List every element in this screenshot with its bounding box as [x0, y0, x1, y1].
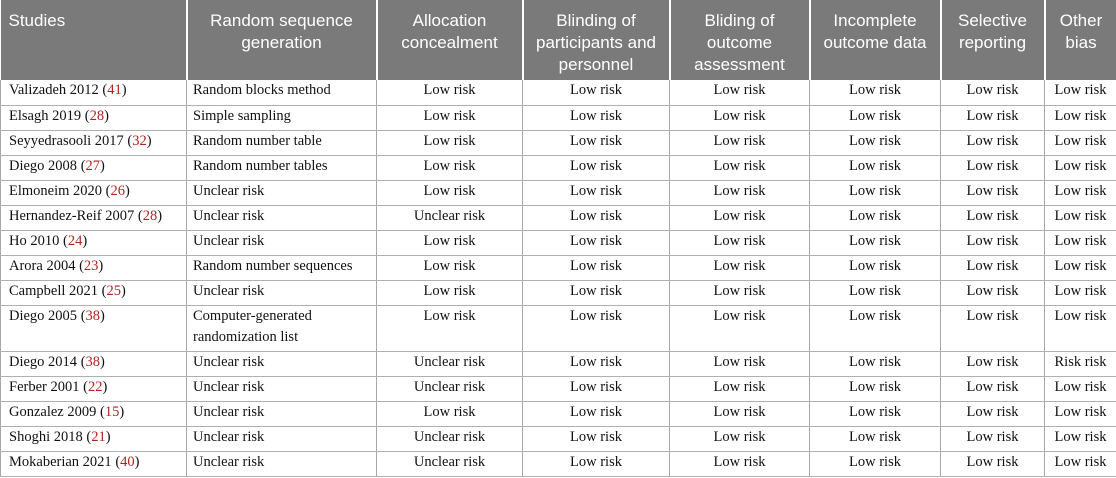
random-sequence-cell: Simple sampling [187, 105, 377, 130]
study-cell: Elsagh 2019 (28) [1, 105, 187, 130]
reference-link[interactable]: 40 [120, 453, 135, 470]
header-other-bias: Other bias [1045, 0, 1116, 80]
incomplete-data-cell: Low risk [810, 426, 941, 451]
incomplete-data-cell: Low risk [810, 376, 941, 401]
table-row [1, 280, 1116, 305]
random-sequence-cell: Unclear risk [187, 426, 377, 451]
random-sequence-cell: Unclear risk [187, 230, 377, 255]
reference-link[interactable]: 28 [142, 207, 158, 224]
incomplete-data-cell: Low risk [810, 305, 941, 351]
incomplete-data-cell: Low risk [810, 255, 941, 280]
random-sequence-cell: Random number table [187, 130, 377, 155]
study-cell: Seyyedrasooli 2017 (32) [1, 130, 187, 155]
incomplete-data-cell: Low risk [810, 280, 941, 305]
other-bias-cell: Low risk [1045, 205, 1116, 230]
table-row [1, 451, 1116, 476]
random-sequence-cell: Random blocks method [187, 80, 377, 105]
incomplete-data-cell: Low risk [810, 155, 941, 180]
table-row [1, 351, 1116, 376]
blinding-outcome-cell: Low risk [670, 130, 810, 155]
blinding-outcome-cell: Low risk [670, 205, 810, 230]
allocation-cell: Low risk [377, 280, 523, 305]
table-row [1, 230, 1116, 255]
incomplete-data-cell: Low risk [810, 130, 941, 155]
random-sequence-cell: Unclear risk [187, 280, 377, 305]
other-bias-cell: Low risk [1045, 180, 1116, 205]
selective-reporting-cell: Low risk [941, 155, 1045, 180]
blinding-outcome-cell: Low risk [670, 426, 810, 451]
selective-reporting-cell: Low risk [941, 105, 1045, 130]
blinding-participants-cell: Low risk [523, 351, 670, 376]
other-bias-cell: Risk risk [1045, 351, 1116, 376]
blinding-outcome-cell: Low risk [670, 255, 810, 280]
allocation-cell: Low risk [377, 130, 523, 155]
table-row [1, 305, 1116, 351]
reference-link[interactable]: 25 [106, 282, 121, 299]
incomplete-data-cell: Low risk [810, 351, 941, 376]
study-name: Shoghi 2018 [9, 428, 83, 445]
blinding-outcome-cell: Low risk [670, 305, 810, 351]
reference-link[interactable]: 41 [107, 82, 122, 98]
blinding-participants-cell: Low risk [523, 401, 670, 426]
allocation-cell: Low risk [377, 80, 523, 105]
study-cell: Gonzalez 2009 (15) [1, 401, 187, 426]
selective-reporting-cell: Low risk [941, 230, 1045, 255]
random-sequence-cell: Unclear risk [187, 180, 377, 205]
blinding-outcome-cell: Low risk [670, 401, 810, 426]
random-sequence-cell: Unclear risk [187, 451, 377, 476]
allocation-cell: Unclear risk [377, 451, 523, 476]
study-cell: Elmoneim 2020 (26) [1, 180, 187, 205]
study-name: Arora 2004 [9, 257, 76, 274]
random-sequence-cell: Random number tables [187, 155, 377, 180]
blinding-participants-cell: Low risk [523, 305, 670, 351]
study-cell: Arora 2004 (23) [1, 255, 187, 280]
study-name: Valizadeh 2012 [9, 82, 99, 98]
blinding-outcome-cell: Low risk [670, 280, 810, 305]
other-bias-cell: Low risk [1045, 451, 1116, 476]
study-name: Ferber 2001 [9, 378, 80, 395]
selective-reporting-cell: Low risk [941, 280, 1045, 305]
reference-link[interactable]: 21 [91, 428, 106, 445]
header-random-sequence-generation: Random sequence generation [187, 0, 377, 80]
blinding-participants-cell: Low risk [523, 255, 670, 280]
selective-reporting-cell: Low risk [941, 451, 1045, 476]
random-sequence-cell: Unclear risk [187, 351, 377, 376]
selective-reporting-cell: Low risk [941, 401, 1045, 426]
study-name: Gonzalez 2009 [9, 403, 97, 420]
random-sequence-cell: Unclear risk [187, 376, 377, 401]
incomplete-data-cell: Low risk [810, 401, 941, 426]
allocation-cell: Low risk [377, 401, 523, 426]
reference-link[interactable]: 38 [85, 353, 101, 370]
other-bias-cell: Low risk [1045, 155, 1116, 180]
allocation-cell: Low risk [377, 305, 523, 351]
random-sequence-cell: Computer-generated randomization list [187, 305, 377, 351]
study-name: Ho 2010 [9, 232, 60, 249]
header-incomplete-outcome-data: Incomplete outcome data [810, 0, 941, 80]
blinding-participants-cell: Low risk [523, 105, 670, 130]
reference-link[interactable]: 32 [132, 132, 147, 149]
study-cell: Ho 2010 (24) [1, 230, 187, 255]
table-row [1, 155, 1116, 180]
blinding-participants-cell: Low risk [523, 130, 670, 155]
blinding-outcome-cell: Low risk [670, 351, 810, 376]
table-row [1, 205, 1116, 230]
reference-link[interactable]: 27 [85, 157, 101, 174]
header-blinding-outcome-assessment: Bliding of outcome assessment [670, 0, 810, 80]
header-row [1, 0, 1116, 80]
incomplete-data-cell: Low risk [810, 105, 941, 130]
table-row [1, 376, 1116, 401]
allocation-cell: Low risk [377, 230, 523, 255]
selective-reporting-cell: Low risk [941, 305, 1045, 351]
study-cell: Diego 2005 (38) [1, 305, 187, 351]
other-bias-cell: Low risk [1045, 401, 1116, 426]
other-bias-cell: Low risk [1045, 105, 1116, 130]
allocation-cell: Unclear risk [377, 351, 523, 376]
incomplete-data-cell: Low risk [810, 205, 941, 230]
blinding-participants-cell: Low risk [523, 205, 670, 230]
table-row [1, 130, 1116, 155]
selective-reporting-cell: Low risk [941, 376, 1045, 401]
incomplete-data-cell: Low risk [810, 230, 941, 255]
selective-reporting-cell: Low risk [941, 130, 1045, 155]
blinding-participants-cell: Low risk [523, 80, 670, 105]
study-name: Diego 2014 [9, 353, 78, 370]
reference-link[interactable]: 15 [104, 403, 120, 420]
incomplete-data-cell: Low risk [810, 180, 941, 205]
random-sequence-cell: Unclear risk [187, 205, 377, 230]
reference-link[interactable]: 24 [67, 232, 83, 249]
study-name: Diego 2005 [9, 307, 78, 324]
study-cell: Diego 2014 (38) [1, 351, 187, 376]
blinding-participants-cell: Low risk [523, 230, 670, 255]
blinding-participants-cell: Low risk [523, 155, 670, 180]
blinding-participants-cell: Low risk [523, 426, 670, 451]
other-bias-cell: Low risk [1045, 305, 1116, 351]
blinding-participants-cell: Low risk [523, 180, 670, 205]
table-row [1, 180, 1116, 205]
header-allocation-concealment: Allocation concealment [377, 0, 523, 80]
allocation-cell: Low risk [377, 180, 523, 205]
reference-link[interactable]: 22 [87, 378, 103, 395]
table-row [1, 105, 1116, 130]
incomplete-data-cell: Low risk [810, 451, 941, 476]
other-bias-cell: Low risk [1045, 376, 1116, 401]
study-cell: Ferber 2001 (22) [1, 376, 187, 401]
selective-reporting-cell: Low risk [941, 80, 1045, 105]
reference-link[interactable]: 23 [83, 257, 99, 274]
study-cell: Campbell 2021 (25) [1, 280, 187, 305]
blinding-outcome-cell: Low risk [670, 155, 810, 180]
blinding-outcome-cell: Low risk [670, 105, 810, 130]
study-name: Mokaberian 2021 [9, 453, 112, 470]
header-selective-reporting: Selective reporting [941, 0, 1045, 80]
table-row [1, 255, 1116, 280]
study-name: Elmoneim 2020 [9, 182, 103, 199]
study-cell: Mokaberian 2021 (40) [1, 451, 187, 476]
reference-link[interactable]: 26 [110, 182, 126, 199]
allocation-cell: Low risk [377, 155, 523, 180]
other-bias-cell: Low risk [1045, 426, 1116, 451]
header-blinding-participants: Blinding of participants and personnel [523, 0, 670, 80]
table-body [1, 80, 1116, 476]
allocation-cell: Unclear risk [377, 426, 523, 451]
reference-link[interactable]: 28 [89, 107, 105, 124]
table-row [1, 80, 1116, 105]
study-cell: Hernandez-Reif 2007 (28) [1, 205, 187, 230]
blinding-outcome-cell: Low risk [670, 451, 810, 476]
incomplete-data-cell: Low risk [810, 80, 941, 105]
allocation-cell: Low risk [377, 255, 523, 280]
blinding-participants-cell: Low risk [523, 280, 670, 305]
other-bias-cell: Low risk [1045, 80, 1116, 105]
table-row [1, 401, 1116, 426]
study-name: Hernandez-Reif 2007 [9, 207, 135, 224]
study-name: Seyyedrasooli 2017 [9, 132, 124, 149]
selective-reporting-cell: Low risk [941, 351, 1045, 376]
selective-reporting-cell: Low risk [941, 426, 1045, 451]
blinding-outcome-cell: Low risk [670, 230, 810, 255]
random-sequence-cell: Random number sequences [187, 255, 377, 280]
selective-reporting-cell: Low risk [941, 255, 1045, 280]
other-bias-cell: Low risk [1045, 280, 1116, 305]
other-bias-cell: Low risk [1045, 230, 1116, 255]
study-cell: Valizadeh 2012 (41) [1, 80, 187, 105]
blinding-outcome-cell: Low risk [670, 80, 810, 105]
study-name: Elsagh 2019 [9, 107, 82, 124]
blinding-participants-cell: Low risk [523, 451, 670, 476]
blinding-participants-cell: Low risk [523, 376, 670, 401]
allocation-cell: Low risk [377, 105, 523, 130]
study-cell: Diego 2008 (27) [1, 155, 187, 180]
allocation-cell: Unclear risk [377, 205, 523, 230]
other-bias-cell: Low risk [1045, 255, 1116, 280]
selective-reporting-cell: Low risk [941, 205, 1045, 230]
table-row [1, 426, 1116, 451]
other-bias-cell: Low risk [1045, 130, 1116, 155]
header-studies: Studies [1, 0, 187, 80]
reference-link[interactable]: 38 [85, 307, 101, 324]
study-name: Campbell 2021 [9, 282, 99, 299]
study-name: Diego 2008 [9, 157, 78, 174]
selective-reporting-cell: Low risk [941, 180, 1045, 205]
study-cell: Shoghi 2018 (21) [1, 426, 187, 451]
allocation-cell: Unclear risk [377, 376, 523, 401]
blinding-outcome-cell: Low risk [670, 376, 810, 401]
random-sequence-cell: Unclear risk [187, 401, 377, 426]
blinding-outcome-cell: Low risk [670, 180, 810, 205]
